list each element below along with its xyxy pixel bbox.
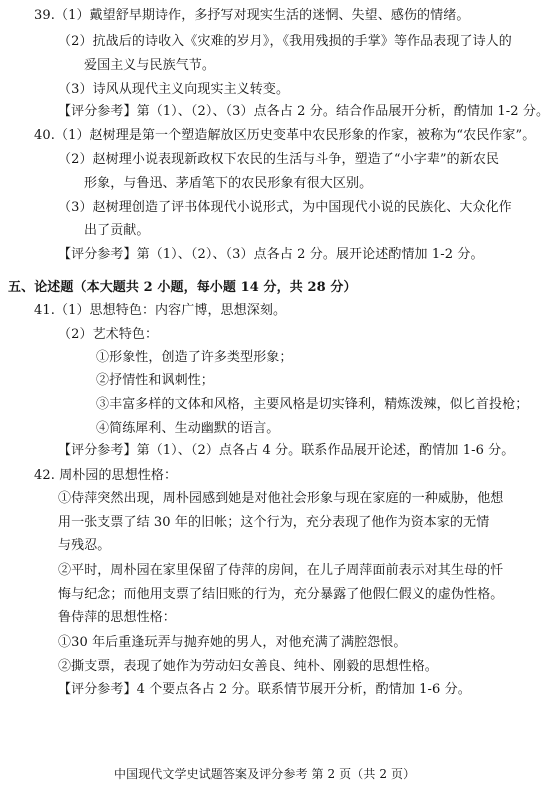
q39-point-2-cont: 爱国主义与民族气节。: [84, 58, 216, 73]
q42-lu-point-1: ①30 年后重逢玩弄与抛弃她的男人，对他充满了满腔怨恨。: [58, 635, 407, 650]
q42-zhou-point-2: ②平时，周朴园在家里保留了侍萍的房间，在儿子周萍面前表示对其生母的忏: [58, 563, 504, 578]
q42-scoring: 【评分参考】4 个要点各占 2 分。联系情节展开分析，酌情加 1-6 分。: [58, 682, 471, 697]
q41-point-1: 41.（1）思想特色：内容广博，思想深刻。: [34, 303, 287, 318]
q42-heading-zhou: 42. 周朴园的思想性格：: [34, 468, 178, 483]
q42-zhou-point-1-end: 与残忍。: [58, 538, 111, 553]
page-footer: 中国现代文学史试题答案及评分参考 第 2 页（共 2 页）: [114, 767, 416, 781]
q41-scoring: 【评分参考】第（1）、（2）点各占 4 分。联系作品展开论述，酌情加 1-6 分。: [58, 443, 515, 458]
section-five-heading: 五、论述题（本大题共 2 小题，每小题 14 分，共 28 分）: [8, 280, 357, 295]
q41-art-feature-4: ④简练犀利、生动幽默的语言。: [96, 421, 280, 436]
q41-art-feature-3: ③丰富多样的文体和风格，主要风格是切实锋利，精炼泼辣，似匕首投枪；: [96, 397, 529, 412]
q40-scoring: 【评分参考】第（1）、（2）、（3）点各占 2 分。展开论述酌情加 1-2 分。: [58, 247, 484, 262]
q42-zhou-point-1: ①侍萍突然出现，周朴园感到她是对他社会形象与现在家庭的一种威胁，他想: [58, 491, 504, 506]
q42-heading-lu: 鲁侍萍的思想性格：: [58, 610, 176, 625]
q42-lu-point-2: ②撕支票，表现了她作为劳动妇女善良、纯朴、刚毅的思想性格。: [58, 659, 438, 674]
q39-point-3: （3）诗风从现代主义向现实主义转变。: [58, 82, 290, 97]
q40-point-1: 40.（1）赵树理是第一个塑造解放区历史变革中农民形象的作家，被称为“农民作家”。: [34, 128, 536, 143]
q41-point-2: （2）艺术特色：: [58, 327, 159, 342]
q41-art-feature-2: ②抒情性和讽刺性；: [96, 373, 214, 388]
q42-zhou-point-1-cont: 用一张支票了结 30 年的旧帐；这个行为，充分表现了他作为资本家的无情: [58, 515, 490, 530]
q39-scoring: 【评分参考】第（1）、（2）、（3）点各占 2 分。结合作品展开分析，酌情加 1-2 分。: [58, 104, 550, 119]
q40-point-3: （3）赵树理创造了评书体现代小说形式，为中国现代小说的民族化、大众化作: [58, 200, 512, 215]
q40-point-2-cont: 形象，与鲁迅、茅盾笔下的农民形象有很大区别。: [84, 176, 373, 191]
q42-zhou-point-2-cont: 悔与纪念；而他用支票了结旧账的行为，充分暴露了他假仁假义的虚伪性格。: [58, 587, 504, 602]
q40-point-3-cont: 出了贡献。: [84, 223, 150, 238]
q40-point-2: （2）赵树理小说表现新政权下农民的生活与斗争，塑造了“小字辈”的新农民: [58, 152, 500, 167]
q41-art-feature-1: ①形象性，创造了许多类型形象；: [96, 350, 293, 365]
q39-point-2: （2）抗战后的诗收入《灾难的岁月》，《我用残损的手掌》等作品表现了诗人的: [58, 34, 512, 49]
q39-point-1: 39.（1）戴望舒早期诗作，多抒写对现实生活的迷惘、失望、感伤的情绪。: [34, 8, 470, 23]
